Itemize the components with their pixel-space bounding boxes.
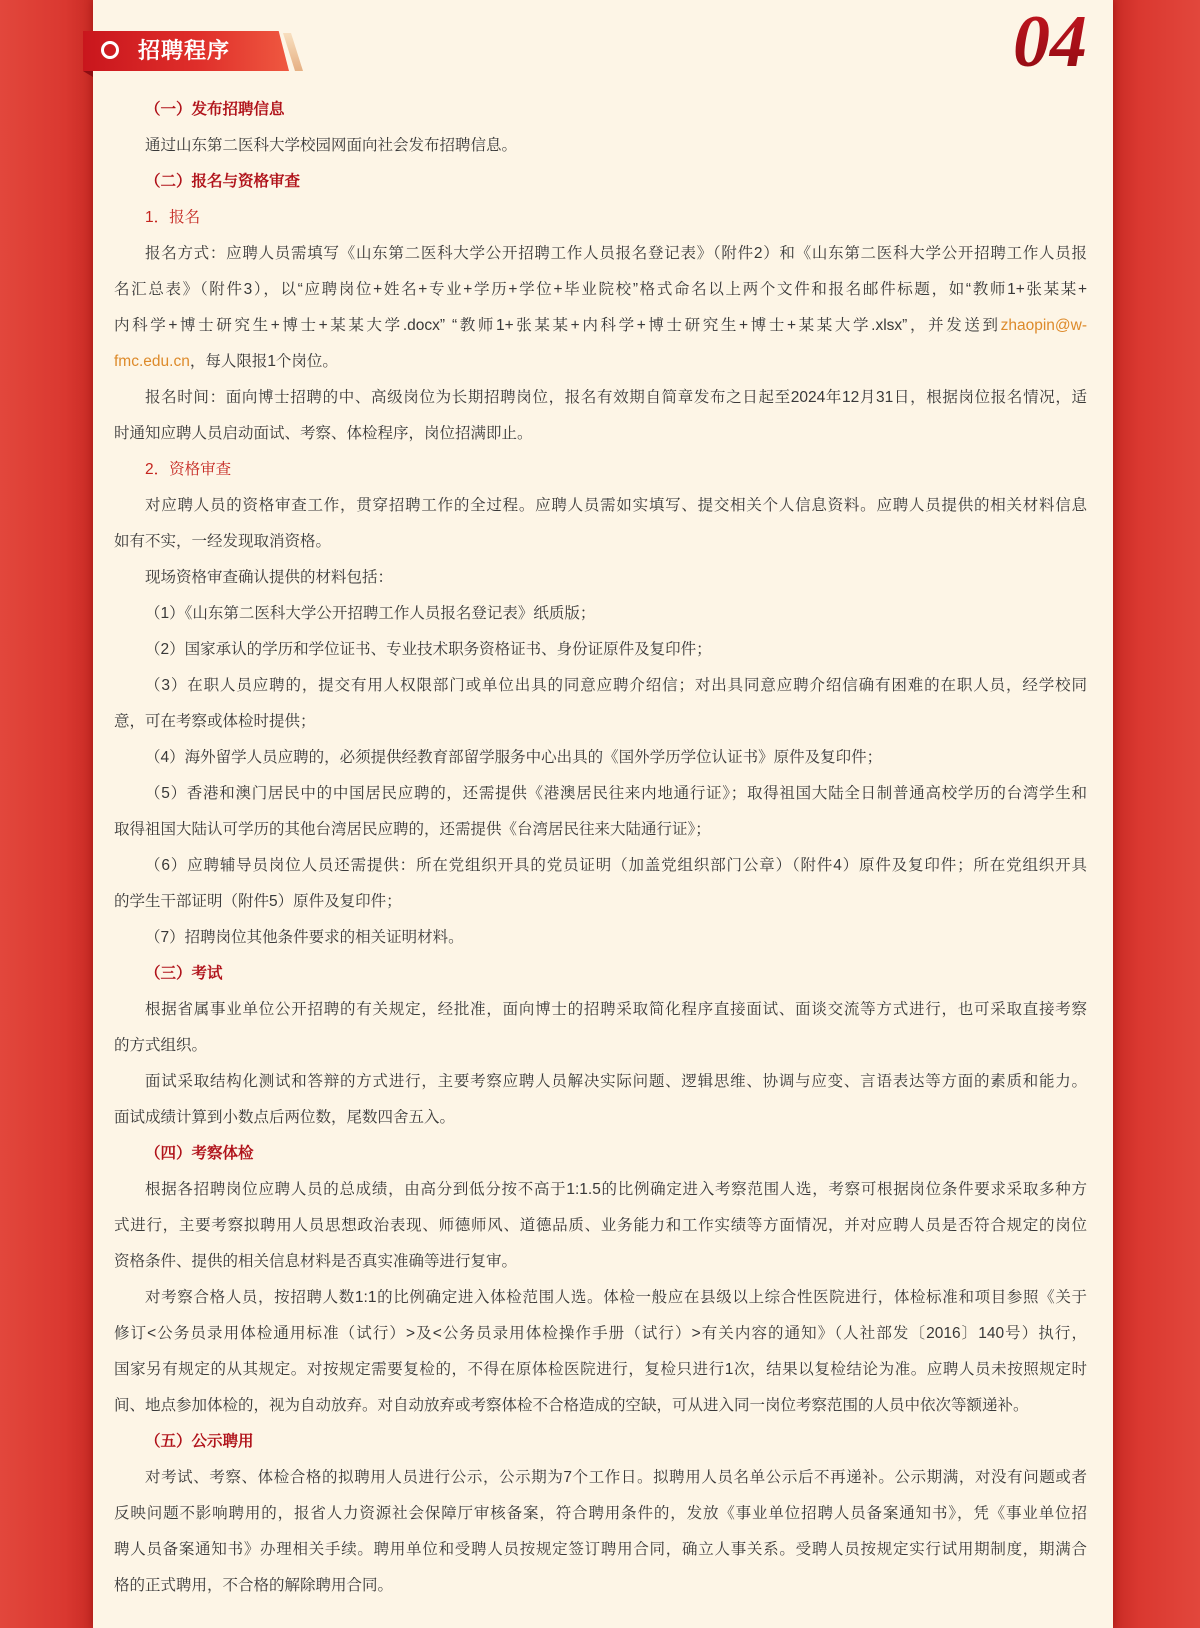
section-heading-inspection: （四）考察体检 [145, 1145, 254, 1162]
left-red-border [0, 0, 93, 1628]
text-line [114, 344, 1087, 380]
paragraph-publicity [114, 1460, 1087, 1604]
text-line: （5）香港和澳门居民中的中国居民应聘的，还需提供《港澳居民往来内地通行证》；取得祖国大陆全日制普通高校学历的台湾学生和 [145, 785, 1087, 802]
text-line: 取得祖国大陆认可学历的其他台湾居民应聘的，还需提供《台湾居民往来大陆通行证》； [114, 821, 711, 838]
text-line: （3）在职人员应聘的，提交有用人权限部门或单位出具的同意应聘介绍信；对出具同意应聘介绍信确有困难的在职人员，经学校同 [145, 677, 1087, 694]
subsection-heading-review: 2．资格审查 [145, 461, 232, 478]
section-title: 招聘程序 [138, 38, 231, 63]
paragraph-publish: 通过山东第二医科大学校园网面向社会发布招聘信息。 [145, 137, 518, 154]
text-line: 的方式组织。 [114, 1037, 208, 1054]
text-line: 的学生干部证明（附件5）原件及复印件； [114, 893, 402, 910]
text-line: 间、地点参加体检的，视为自动放弃。对自动放弃或考察体检不合格造成的空缺，可从进入同一岗位考察范围的人员中依次等额递补。 [114, 1397, 1029, 1414]
paragraph-review [114, 488, 1087, 560]
text-line: 面试采取结构化测试和答辩的方式进行，主要考察应聘人员解决实际问题、逻辑思维、协调与应变、言语表达等方面的素质和能力。 [145, 1073, 1087, 1090]
section-heading-exam: （三）考试 [145, 965, 223, 982]
section-heading-publish: （一）发布招聘信息 [145, 101, 285, 118]
text-segment: ，每人限报1个岗位。 [189, 353, 338, 370]
subsection-heading-signup: 1．报名 [145, 209, 201, 226]
list-item [114, 848, 1087, 920]
text-line: 国家另有规定的从其规定。对按规定需要复检的，不得在原体检医院进行，复检只进行1次，结果以复检结论为准。应聘人员未按照规定时 [114, 1361, 1087, 1378]
text-line: 根据各招聘岗位应聘人员的总成绩，由高分到低分按不高于1:1.5的比例确定进入考察范围人选，考察可根据岗位条件要求采取多种方 [145, 1181, 1087, 1198]
paragraph-interview [114, 1064, 1087, 1136]
list-item: （4）海外留学人员应聘的，必须提供经教育部留学服务中心出具的《国外学历学位认证书》原件及复印件； [145, 749, 883, 766]
text-line: 名汇总表》（附件3），以“应聘岗位+姓名+专业+学历+学位+毕业院校”格式命名以上两个文件和报名邮件标题，如“教师1+张某某+ [114, 281, 1087, 298]
text-line: 根据省属事业单位公开招聘的有关规定，经批准，面向博士的招聘采取简化程序直接面试、面谈交流等方式进行，也可采取直接考察 [145, 1001, 1087, 1018]
list-item: （7）招聘岗位其他条件要求的相关证明材料。 [145, 929, 464, 946]
email-link-continued[interactable]: fmc.edu.cn [114, 353, 190, 370]
text-line: 修订<公务员录用体检通用标准（试行）>及<公务员录用体检操作手册（试行）>有关内容的通知》（人社部发〔2016〕140号）执行， [114, 1325, 1087, 1342]
list-item [114, 668, 1087, 740]
text-line: 资格条件、提供的相关信息材料是否真实准确等进行复审。 [114, 1253, 518, 1270]
email-link[interactable]: zhaopin@w- [1000, 317, 1087, 334]
list-item [114, 776, 1087, 848]
ring-icon [101, 41, 119, 59]
text-line: 对考试、考察、体检合格的拟聘用人员进行公示，公示期为7个工作日。拟聘用人员名单公示后不再递补。公示期满，对没有问题或者 [145, 1469, 1087, 1486]
paragraph-materials-intro: 现场资格审查确认提供的材料包括： [145, 569, 394, 586]
text-line [114, 308, 1087, 344]
right-red-border [1113, 0, 1200, 1628]
materials-list [114, 596, 1087, 956]
section-heading-registration: （二）报名与资格审查 [145, 173, 301, 190]
text-line: 面试成绩计算到小数点后两位数，尾数四舍五入。 [114, 1109, 456, 1126]
text-line: 意，可在考察或体检时提供； [114, 713, 316, 730]
text-line: 对考察合格人员，按招聘人数1:1的比例确定进入体检范围人选。体检一般应在县级以上综合性医院进行，体检标准和项目参照《关于 [145, 1289, 1087, 1306]
text-line: 报名时间：面向博士招聘的中、高级岗位为长期招聘岗位，报名有效期自简章发布之日起至2024年12月31日，根据岗位报名情况，适 [145, 389, 1087, 406]
list-item: （2）国家承认的学历和学位证书、专业技术职务资格证书、身份证原件及复印件； [145, 641, 712, 658]
page-number: 04 [1010, 5, 1087, 79]
paragraph-signup-time [114, 380, 1087, 452]
paragraph-inspection [114, 1172, 1087, 1280]
text-line: （6）应聘辅导员岗位人员还需提供：所在党组织开具的党员证明（加盖党组织部门公章）（附件4）原件及复印件；所在党组织开具 [145, 857, 1087, 874]
text-line: 格的正式聘用，不合格的解除聘用合同。 [114, 1577, 394, 1594]
text-line: 聘人员备案通知书》办理相关手续。聘用单位和受聘人员按规定签订聘用合同，确立人事关系。受聘人员按规定实行试用期制度，期满合 [114, 1541, 1087, 1558]
text-segment: 内科学+博士研究生+博士+某某大学.docx” “教师1+张某某+内科学+博士研究生+博士+某某大学.xlsx”，并发送到 [114, 317, 1001, 334]
section-heading-publicity: （五）公示聘用 [145, 1433, 254, 1450]
text-line: 时通知应聘人员启动面试、考察、体检程序，岗位招满即止。 [114, 425, 533, 442]
list-item: （1）《山东第二医科大学公开招聘工作人员报名登记表》纸质版； [145, 605, 596, 622]
document-body [114, 92, 1087, 1604]
paragraph-exam-method [114, 992, 1087, 1064]
text-line: 对应聘人员的资格审查工作，贯穿招聘工作的全过程。应聘人员需如实填写、提交相关个人信息资料。应聘人员提供的相关材料信息 [145, 497, 1087, 514]
text-line: 报名方式：应聘人员需填写《山东第二医科大学公开招聘工作人员报名登记表》（附件2）和《山东第二医科大学公开招聘工作人员报 [145, 245, 1087, 262]
text-line: 反映问题不影响聘用的，报省人力资源社会保障厅审核备案，符合聘用条件的，发放《事业单位招聘人员备案通知书》，凭《事业单位招 [114, 1505, 1087, 1522]
text-line: 如有不实，一经发现取消资格。 [114, 533, 332, 550]
paragraph-medical-exam [114, 1280, 1087, 1424]
text-line: 式进行，主要考察拟聘用人员思想政治表现、师德师风、道德品质、业务能力和工作实绩等方面情况，并对应聘人员是否符合规定的岗位 [114, 1217, 1087, 1234]
paragraph-signup-method [114, 236, 1087, 380]
